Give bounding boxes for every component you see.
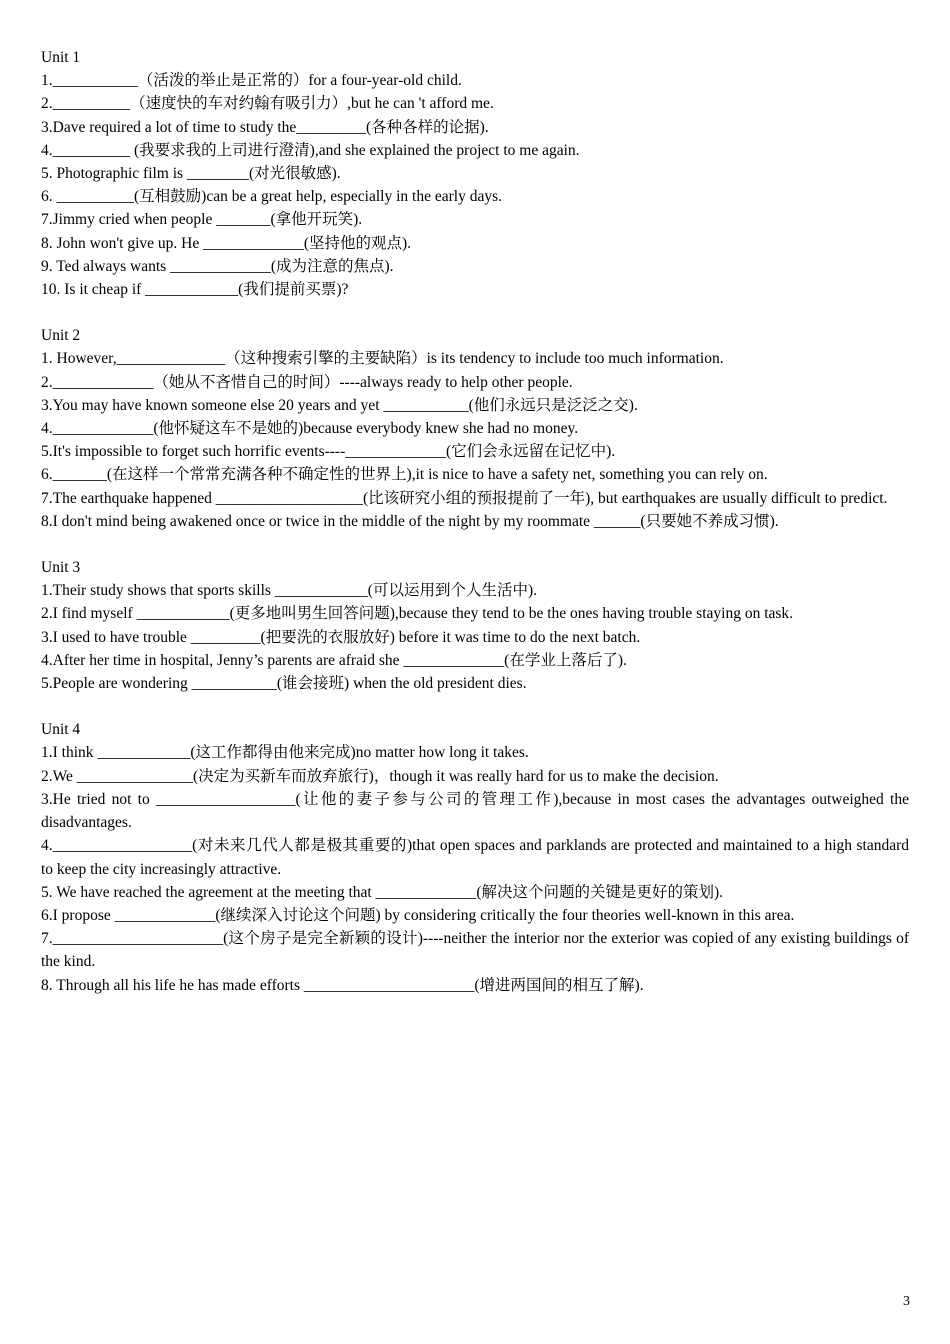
exercise-item: 1.___________（活泼的举止是正常的）for a four-year-old child. <box>41 72 462 90</box>
unit-title: Unit 3 <box>41 559 81 577</box>
exercise-item: 10. Is it cheap if ____________(我们提前买票)? <box>41 281 349 299</box>
document-page <box>41 46 913 1020</box>
exercise-item: 8. John won't give up. He _____________(坚持他的观点). <box>41 234 412 252</box>
exercise-item: 7.The earthquake happened ___________________(比该研究小组的预报提前了一年), but earthquakes are usually difficult to predict. <box>41 489 888 507</box>
exercise-item: 6.I propose _____________(继续深入讨论这个问题) by considering critically the four theories well-known in this area. <box>41 906 795 924</box>
exercise-item: 5.People are wondering ___________(谁会接班) when the old president dies. <box>41 675 527 693</box>
unit-2-section <box>41 324 909 533</box>
unit-1-section <box>41 46 909 301</box>
unit-4-section <box>41 718 913 996</box>
exercise-item: 6._______(在这样一个常常充满各种不确定性的世界上),it is nice to have a safety net, something you can rely on. <box>41 466 768 484</box>
exercise-item: 2.We _______________(决定为买新车而放弃旅行)，though it was really hard for us to make the decision. <box>41 767 719 785</box>
exercise-item: 4.After her time in hospital, Jenny’s parents are afraid she _____________(在学业上落后了). <box>41 651 627 669</box>
exercise-item: 1.I think ____________(这工作都得由他来完成)no matter how long it takes. <box>41 744 529 762</box>
exercise-item: 7.Jimmy cried when people _______(拿他开玩笑). <box>41 211 363 229</box>
exercise-item: 3.I used to have trouble _________(把要洗的衣服放好) before it was time to do the next batch. <box>41 628 641 646</box>
exercise-item: 7.______________________(这个房子是完全新颖的设计)----neither the interior nor the exterior was copied of any existing buildings of the kind. <box>41 930 913 971</box>
exercise-item: 9. Ted always wants _____________(成为注意的焦点). <box>41 257 394 275</box>
exercise-item: 4.__________________(对未来几代人都是极其重要的)that open spaces and parklands are protected and maintained to a high standard to keep the city increasingly attractive. <box>41 837 913 878</box>
exercise-item: 8. Through all his life he has made efforts ______________________(增进两国间的相互了解). <box>41 976 644 994</box>
exercise-item: 1.Their study shows that sports skills ____________(可以运用到个人生活中). <box>41 582 537 600</box>
unit-3-section <box>41 556 909 695</box>
exercise-item: 1. However,______________（这种搜索引擎的主要缺陷）is its tendency to include too much information. <box>41 350 724 368</box>
exercise-item: 3.He tried not to __________________(让他的妻子参与公司的管理工作),because in most cases the advantages outweighed the disadvantages. <box>41 790 913 832</box>
exercise-item: 2.I find myself ____________(更多地叫男生回答问题),because they tend to be the ones having trouble staying on task. <box>41 605 794 623</box>
exercise-item: 5.It's impossible to forget such horrific events----_____________(它们会永远留在记忆中). <box>41 443 616 461</box>
exercise-item: 6. __________(互相鼓励)can be a great help, especially in the early days. <box>41 188 502 206</box>
exercise-item: 3.Dave required a lot of time to study the_________(各种各样的论据). <box>41 118 489 136</box>
unit-title: Unit 4 <box>41 721 81 739</box>
unit-title: Unit 2 <box>41 327 81 345</box>
exercise-item: 2.__________（速度快的车对约翰有吸引力）,but he can 't afford me. <box>41 95 494 113</box>
exercise-item: 5. Photographic film is ________(对光很敏感). <box>41 165 341 183</box>
exercise-item: 3.You may have known someone else 20 years and yet ___________(他们永远只是泛泛之交). <box>41 396 638 414</box>
exercise-item: 4._____________(他怀疑这车不是她的)because everybody knew she had no money. <box>41 420 579 438</box>
page-number: 3 <box>903 1294 910 1309</box>
exercise-item: 8.I don't mind being awakened once or twice in the middle of the night by my roommate ______(只要她不养成习惯). <box>41 512 779 530</box>
exercise-item: 4.__________ (我要求我的上司进行澄清),and she explained the project to me again. <box>41 141 580 159</box>
exercise-item: 2._____________（她从不吝惜自己的时间）----always ready to help other people. <box>41 373 573 391</box>
exercise-item: 5. We have reached the agreement at the meeting that _____________(解决这个问题的关键是更好的策划). <box>41 883 724 901</box>
unit-title: Unit 1 <box>41 49 81 66</box>
